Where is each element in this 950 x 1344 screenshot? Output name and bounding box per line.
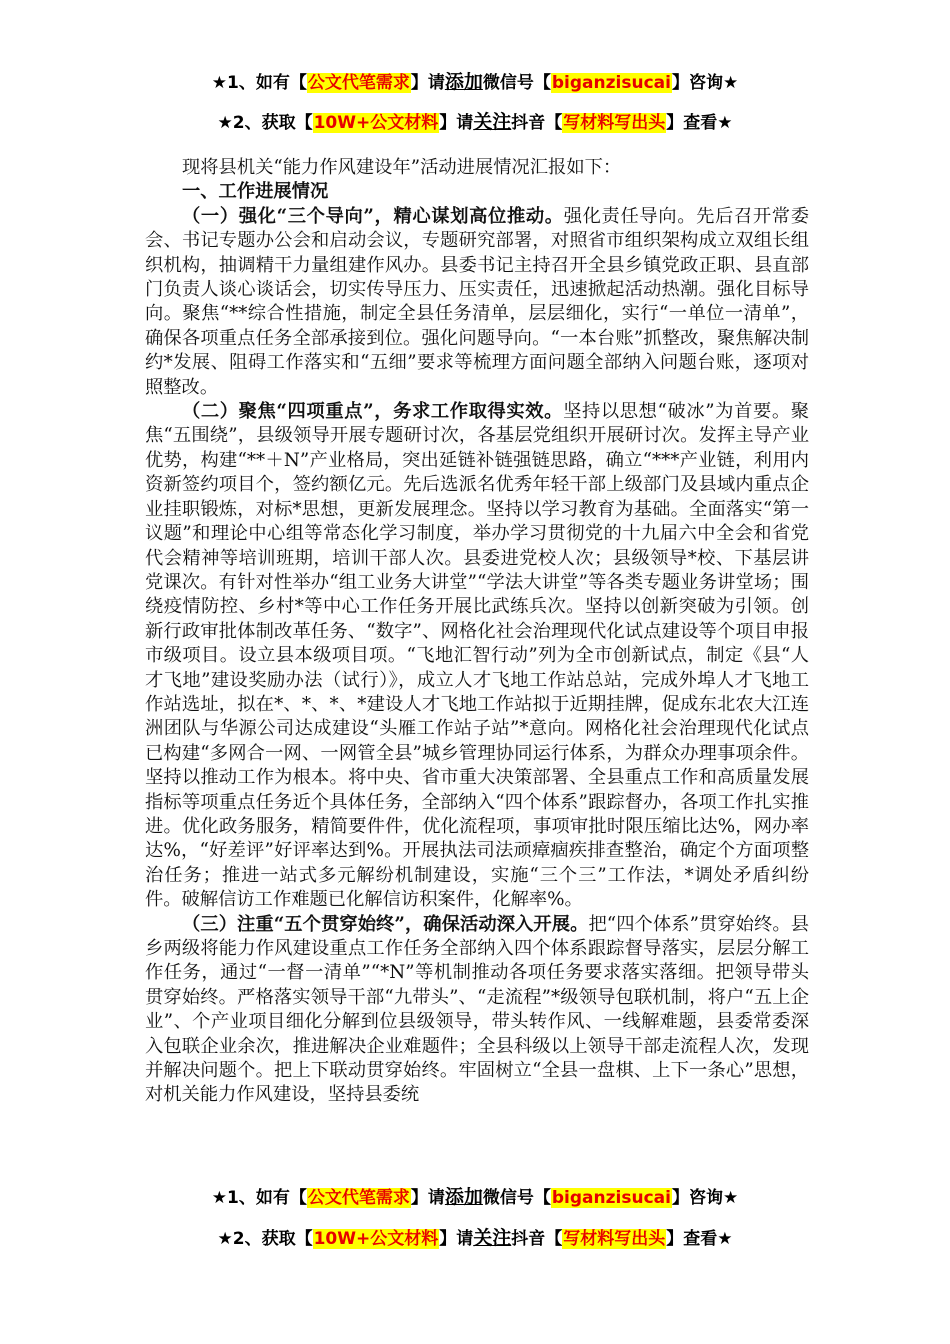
promo-banner-douyin-bottom [0, 1227, 950, 1250]
douyin-id: 写材料写出头 [563, 1229, 666, 1249]
paragraph-title: （二）聚焦“四项重点”，务求工作取得实效。 [182, 401, 564, 423]
banner-text: 】请 [410, 1188, 445, 1208]
banner-text: 抖音【 [511, 1229, 563, 1249]
star-icon: ★ [211, 73, 228, 93]
underlined-text: 关注 [473, 1227, 512, 1249]
promo-banner-wechat-top [0, 71, 950, 94]
star-icon: ★ [722, 1188, 739, 1208]
highlight-text: 公文代笔需求 [307, 73, 410, 93]
banner-text: 2、获取【 [232, 113, 313, 133]
intro-paragraph: 现将县机关“能力作风建设年”活动进展情况汇报如下： [182, 157, 622, 178]
star-icon: ★ [717, 113, 733, 133]
douyin-id: 写材料写出头 [563, 113, 666, 133]
underlined-text: 关注 [473, 111, 512, 133]
banner-text: 】查看 [666, 1229, 718, 1249]
underlined-text: 添加 [444, 71, 483, 93]
banner-text: 1、如有【 [227, 1188, 307, 1208]
paragraph-text: 强化责任导向。先后召开常委会、书记专题办公会和启动会议，专题研究部署，对照省市组织架构成立双组长组织机构，抽调精干力量组建作风办。县委书记主持召开全县乡镇党政正职、县直部门负责人谈心谈话会，切实传导压力、压实责任，迅速掀起活动热潮。强化目标导向。聚焦“**综合性措施，制定全县任务清单，层层细化，实行“一单位一清单”，确保各项重点任务全部承接到位。强化问题导向。“一本台账”抓整改，聚焦解决制约*发展、阻碍工作落实和“五细”要求等梳理方面问题全部纳入问题台账，逐项对照整改。 [145, 205, 809, 398]
highlight-text: 10W+公文材料 [313, 113, 439, 133]
underlined-text: 添加 [444, 1186, 483, 1208]
banner-text: 】请 [410, 73, 445, 93]
banner-text: 】咨询 [671, 1188, 723, 1208]
banner-text: 微信号【 [482, 1188, 551, 1208]
banner-text: 2、获取【 [232, 1229, 313, 1249]
star-icon: ★ [722, 73, 739, 93]
paragraph-title: （一）强化“三个导向”，精心谋划高位推动。 [182, 205, 564, 227]
star-icon: ★ [217, 1229, 233, 1249]
banner-text: 】查看 [666, 113, 718, 133]
banner-text: 微信号【 [482, 73, 551, 93]
paragraph-text: 把“四个体系”贯穿始终。县乡两级将能力作风建设重点工作任务全部纳入四个体系跟踪督导落实，层层分解工作任务，通过“一督一清单”“*N”等机制推动各项任务要求落实落细。把领导带头贯穿始终。严格落实领导干部“九带头”、“走流程”*级领导包联机制，将户“五上企业”、个产业项目细化分解到位县级领导，带头转作风、一线解难题，县委常委深入包联企业余次，推进解决企业难题件；全县科级以上领导干部走流程人次，发现并解决问题个。把上下联动贯穿始终。牢固树立“全县一盘棋、上下一条心”思想，对机关能力作风建设，坚持县委统 [145, 913, 809, 1106]
highlight-text: 10W+公文材料 [313, 1229, 439, 1249]
paragraph-title: （三）注重“五个贯穿始终”，确保活动深入开展。 [182, 913, 589, 935]
banner-text: 抖音【 [511, 113, 563, 133]
star-icon: ★ [217, 113, 233, 133]
wechat-id: biganzisucai [551, 73, 671, 93]
banner-text: 】请 [439, 113, 474, 133]
promo-banner-wechat-bottom [0, 1186, 950, 1209]
paragraph-1 [145, 205, 809, 400]
paragraph-3 [145, 913, 809, 1108]
star-icon: ★ [211, 1188, 228, 1208]
banner-text: 】咨询 [671, 73, 723, 93]
highlight-text: 公文代笔需求 [307, 1188, 410, 1208]
star-icon: ★ [717, 1229, 733, 1249]
banner-text: 】请 [439, 1229, 474, 1249]
promo-banner-douyin-top [0, 111, 950, 134]
paragraph-text: 坚持以思想“破冰”为首要。聚焦“五围绕”，县级领导开展专题研讨次，各基层党组织开展研讨次。发挥主导产业优势，构建“**＋N”产业格局，突出延链补链强链思路，确立“***产业链，利用内资新签约项目个，签约额亿元。先后选派名优秀年轻干部上级部门及县域内重点企业挂职锻炼，对标*思想，更新发展理念。坚持以学习教育为基础。全面落实“第一议题”和理论中心组等常态化学习制度，举办学习贯彻党的十九届六中全会和省党代会精神等培训班期，培训干部人次。县委进党校人次；县级领导*校、下基层讲党课次。有针对性举办“组工业务大讲堂”“学法大讲堂”等各类专题业务讲堂场；围绕疫情防控、乡村*等中心工作任务开展比武练兵次。坚持以创新突破为引领。创新行政审批体制改革任务、“数字”、网格化社会治理现代化试点建设等个项目申报市级项目。设立县本级项目项。“飞地汇智行动”列为全市创新试点，制定《县“人才飞地”建设奖励办法（试行）》，成立人才飞地工作站总站，完成外埠人才飞地工作站选址，拟在*、*、*、*建设人才飞地工作站拟于近期挂牌，促成东北农大江连洲团队与华源公司达成建设“头雁工作站子站”*意向。网格化社会治理现代化试点已构建“多网合一网、一网管全县”城乡管理协同运行体系，为群众办理事项余件。坚持以推动工作为根本。将中央、省市重大决策部署、全县重点工作和高质量发展指标等项重点任务近个具体任务，全部纳入“四个体系”跟踪督办，各项工作扎实推进。优化政务服务，精简要件件，优化流程项，事项审批时限压缩比达%，网办率达%，“好差评”好评率达到%。开展执法司法顽瘴痼疾排查整治，确定个方面项整治任务；推进一站式多元解纷机制建设，实施“三个三”工作法，*调处矛盾纠纷件。破解信访工作难题已化解信访积案件，化解率%。 [145, 401, 810, 911]
wechat-id: biganzisucai [551, 1188, 671, 1208]
banner-text: 1、如有【 [227, 73, 307, 93]
paragraph-2 [145, 400, 809, 913]
document-body [145, 156, 809, 1108]
section-heading: 一、工作进展情况 [182, 181, 329, 203]
